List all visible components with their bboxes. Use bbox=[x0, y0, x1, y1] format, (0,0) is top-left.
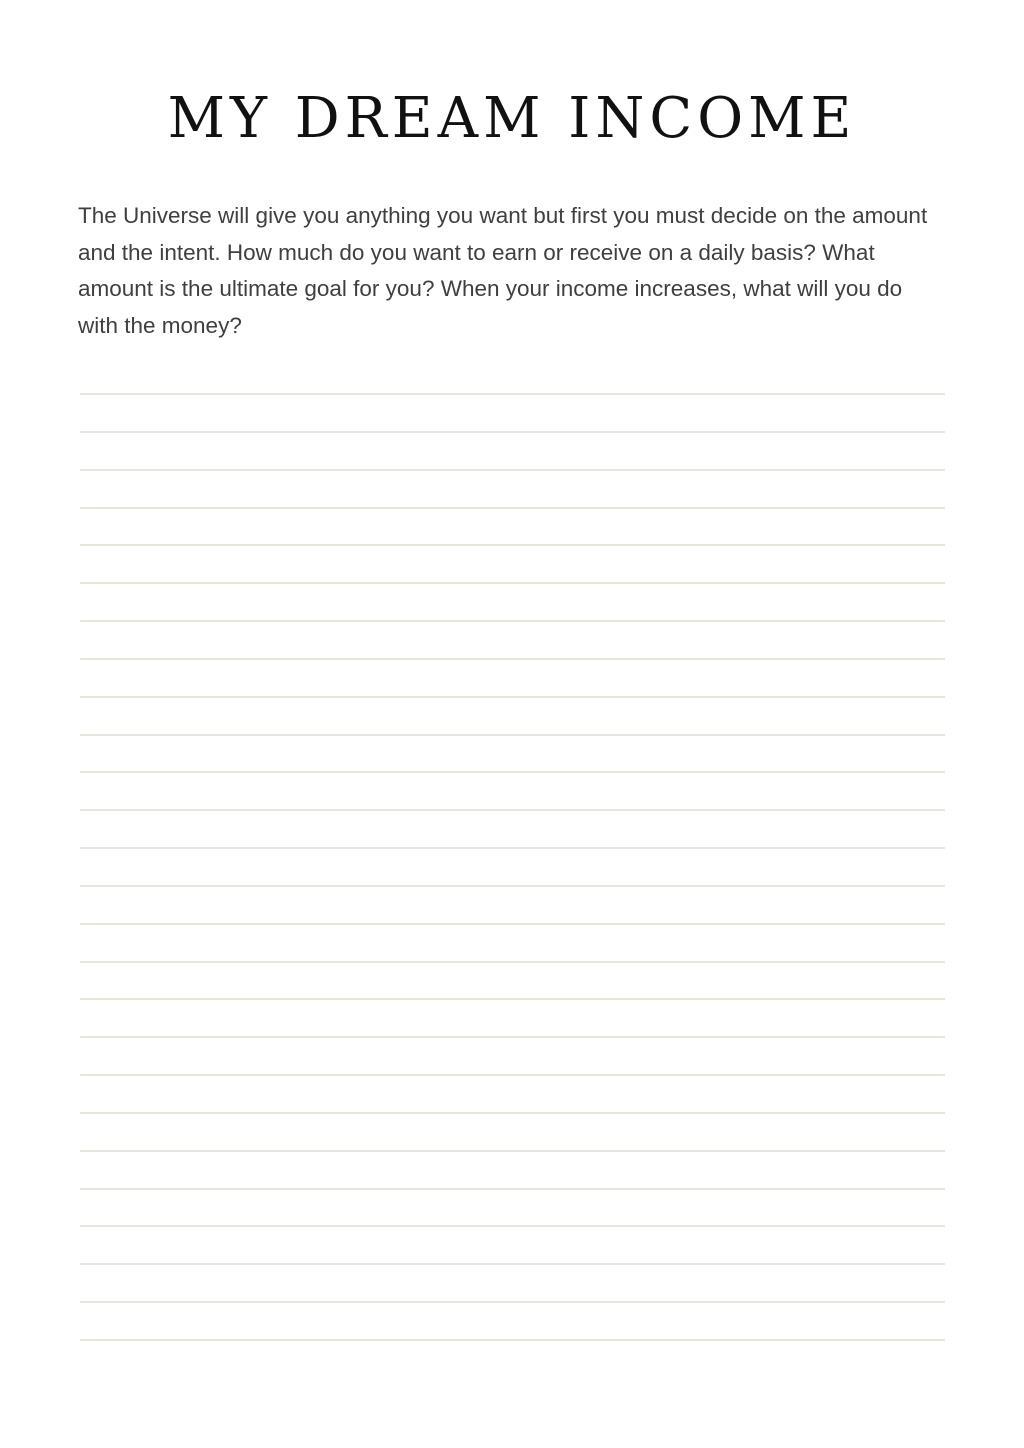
writing-line bbox=[80, 1263, 945, 1265]
writing-line bbox=[80, 393, 945, 395]
writing-line bbox=[80, 1150, 945, 1152]
writing-line bbox=[80, 1301, 945, 1303]
writing-line bbox=[80, 885, 945, 887]
page-title: MY DREAM INCOME bbox=[167, 86, 857, 151]
writing-line bbox=[80, 734, 945, 736]
writing-line bbox=[80, 923, 945, 925]
writing-line bbox=[80, 696, 945, 698]
writing-line bbox=[80, 1074, 945, 1076]
writing-line bbox=[80, 771, 945, 773]
writing-line bbox=[80, 1112, 945, 1114]
writing-line bbox=[80, 469, 945, 471]
intro-paragraph: The Universe will give you anything you want but first you must decide on the amount and the intent. How much do you want to earn or receive on a daily basis? What amount is the ultimate goal for you? When your income increases, what will you do with the money? bbox=[78, 203, 928, 338]
writing-line bbox=[80, 507, 945, 509]
writing-line bbox=[80, 544, 945, 546]
writing-line bbox=[80, 582, 945, 584]
writing-line bbox=[80, 658, 945, 660]
writing-line bbox=[80, 431, 945, 433]
writing-line bbox=[80, 1188, 945, 1190]
writing-line bbox=[80, 1036, 945, 1038]
writing-line bbox=[80, 847, 945, 849]
writing-line bbox=[80, 961, 945, 963]
writing-line bbox=[80, 809, 945, 811]
writing-line bbox=[80, 1225, 945, 1227]
writing-lines bbox=[80, 0, 945, 1448]
writing-line bbox=[80, 998, 945, 1000]
writing-line bbox=[80, 1339, 945, 1341]
writing-line bbox=[80, 620, 945, 622]
